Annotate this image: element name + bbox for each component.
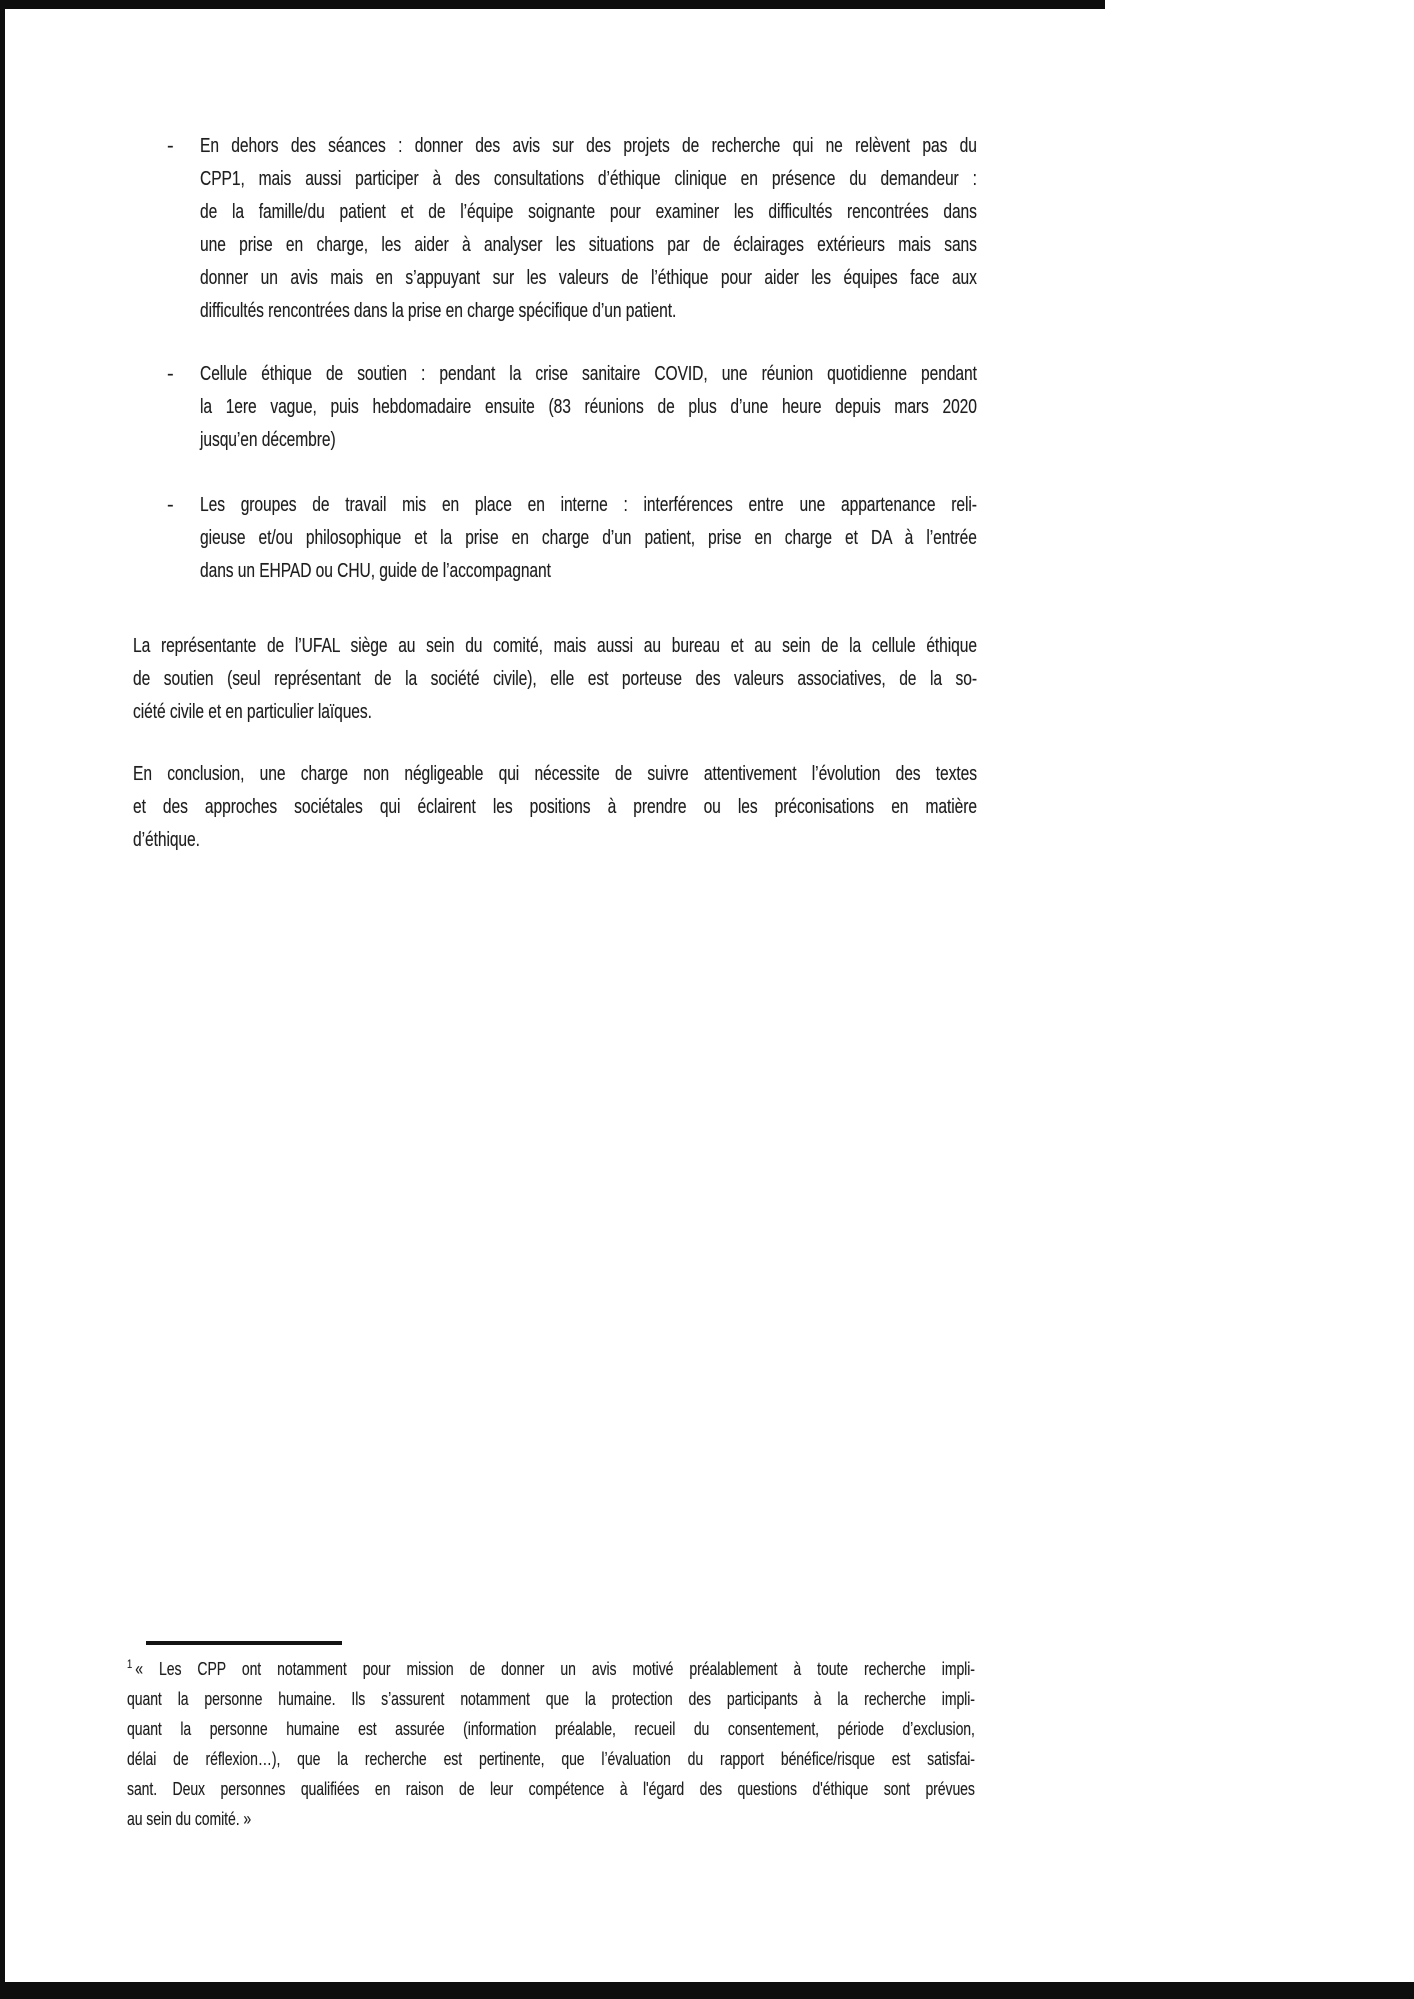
bullet-text: En dehors des séances : donner des avis sur des projets de recherche qui ne relèvent pas du CPP1, mais aussi participer à des consultations d’éthique clinique en présence du demandeur : de la famille/du patient et de l’équipe soignante pour examiner les difficultés rencontrées dans une prise en charge, les aider à analyser les situations par de éclairages extérieurs mais sans donner un avis mais en s’appuyant sur les valeurs de l’éthique pour aider les équipes face aux difficultés rencontrées dans la prise en charge spécifique d’un patient.: [200, 135, 977, 322]
bullet-marker: -: [167, 494, 174, 516]
footnote-first-line: [127, 1654, 975, 1684]
bullet-marker: -: [167, 135, 174, 157]
footnote-text: « Les CPP ont notamment pour mission de donner un avis motivé préalablement à toute recherche impli-: [135, 1659, 975, 1679]
paragraph: La représentante de l’UFAL siège au sein du comité, mais aussi au bureau et au sein de la cellule éthique de soutien (seul représentant de la société civile), elle est porteuse des valeurs associatives, de la so- ciété civile et en particulier laïques.: [133, 635, 977, 723]
footnote-separator: [146, 1641, 342, 1645]
scan-edge-left: [0, 0, 5, 1999]
scan-edge-top: [0, 0, 1105, 9]
paragraph: En conclusion, une charge non négligeable qui nécessite de suivre attentivement l’évolution des textes et des approches sociétales qui éclairent les positions à prendre ou les préconisations en matière d’éthique.: [133, 763, 977, 851]
footnote-text-lines: quant la personne humaine. Ils s’assurent notamment que la protection des participants à la recherche impli- quant la personne humaine est assurée (information préalable, recueil du consentement, période d’exclusion, délai de réflexion…), que la recherche est pertinente, que l’évaluation du rapport bénéfice/risque est satisfai- sant. Deux personnes qualifiées en raison de leur compétence à l'égard des questions d'éthique sont prévues au sein du comité. »: [127, 1689, 975, 1829]
footnote: [127, 1654, 975, 1834]
bullet-text: Les groupes de travail mis en place en interne : interférences entre une appartenance reli- gieuse et/ou philosophique et la prise en charge d’un patient, prise en charge et DA à l’entrée dans un EHPAD ou CHU, guide de l’accompagnant: [200, 494, 977, 582]
bullet-text: Cellule éthique de soutien : pendant la crise sanitaire COVID, une réunion quotidienne pendant la 1ere vague, puis hebdomadaire ensuite (83 réunions de plus d’une heure depuis mars 2020 jusqu’en décembre): [200, 363, 977, 451]
footnote-marker: 1: [127, 1657, 133, 1671]
bullet-marker: -: [167, 363, 174, 385]
scan-edge-bottom: [0, 1982, 1414, 1999]
